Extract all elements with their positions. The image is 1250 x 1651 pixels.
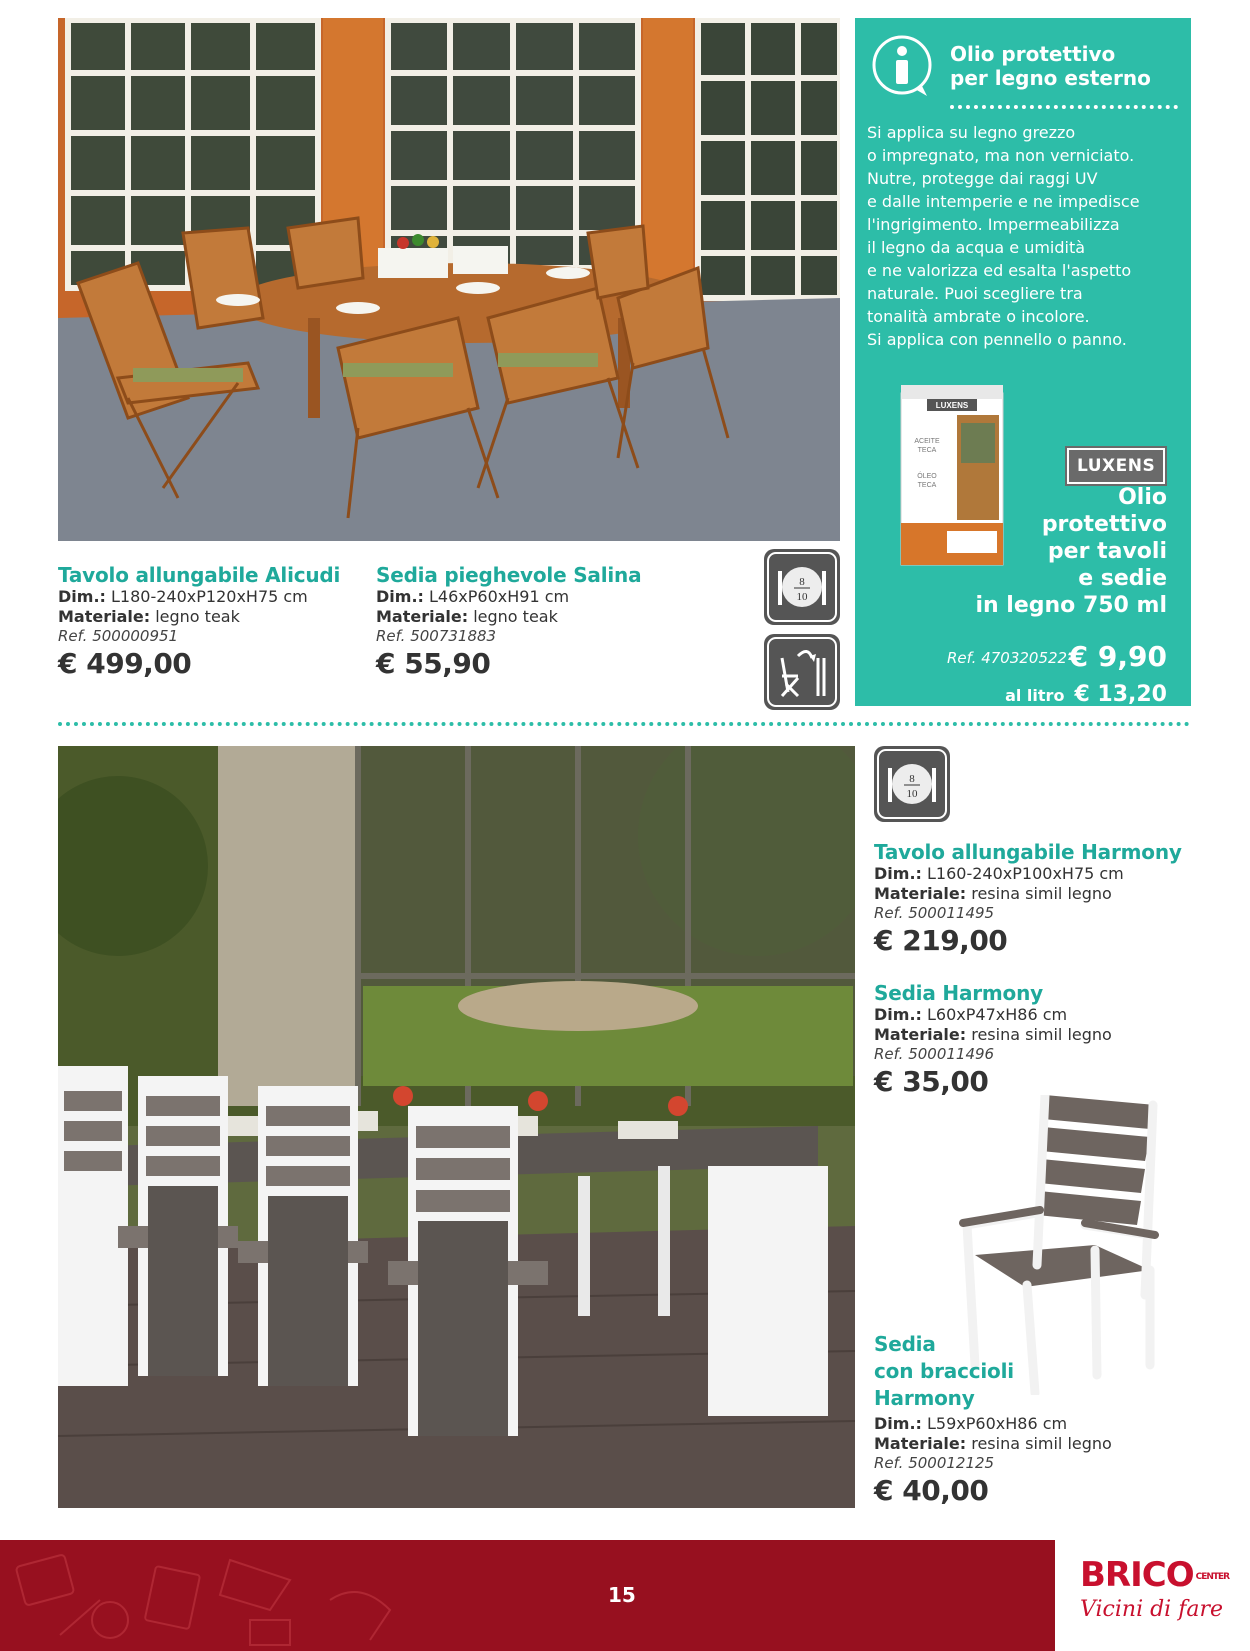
luxens-logo: LUXENS xyxy=(1067,448,1165,484)
info-divider xyxy=(950,105,1178,109)
oil-ref: Ref. 470320522 xyxy=(947,649,1068,667)
product-material: Materiale: legno teak xyxy=(58,607,240,626)
per-liter-label: al litro xyxy=(1005,686,1065,705)
teak-dining-photo xyxy=(58,18,840,541)
product-material: Materiale: resina simil legno xyxy=(874,1434,1112,1453)
product-title: Sedia pieghevole Salina xyxy=(376,563,642,587)
oil-price: € 9,90 xyxy=(1068,640,1167,673)
product-price: € 55,90 xyxy=(376,647,491,680)
place-setting-icon xyxy=(764,549,840,625)
seats-min: 8 xyxy=(909,773,915,785)
can-label-4: TECA xyxy=(917,482,937,489)
product-dimensions: Dim.: L46xP60xH91 cm xyxy=(376,587,570,606)
product-material: Materiale: legno teak xyxy=(376,607,558,626)
product-title: Tavolo allungabile Harmony xyxy=(874,840,1182,864)
product-dimensions: Dim.: L160-240xP100xH75 cm xyxy=(874,864,1124,883)
product-title-line-3: Harmony xyxy=(874,1386,975,1410)
product-price: € 219,00 xyxy=(874,924,1008,957)
per-liter-price: € 13,20 xyxy=(1074,682,1167,707)
folding-chair-icon xyxy=(764,634,840,710)
oil-product-name: Olio protettivo per tavoli e sedie in legno 750 ml xyxy=(975,485,1167,618)
product-price: € 499,00 xyxy=(58,647,192,680)
product-salina xyxy=(376,565,641,678)
product-dimensions: Dim.: L59xP60xH86 cm xyxy=(874,1414,1068,1433)
product-ref: Ref. 500731883 xyxy=(376,627,497,645)
product-price: € 35,00 xyxy=(874,1065,989,1098)
product-harmony-table xyxy=(874,842,1182,955)
product-title: Sedia Harmony xyxy=(874,981,1043,1005)
info-box xyxy=(855,18,1191,706)
product-ref: Ref. 500011496 xyxy=(874,1045,995,1063)
product-title: Tavolo allungabile Alicudi xyxy=(58,563,341,587)
tools-pattern-icon xyxy=(0,1540,460,1651)
product-alicudi xyxy=(58,565,340,678)
info-title: Olio protettivo per legno esterno xyxy=(950,42,1151,90)
brico-center-logo xyxy=(1080,1555,1230,1635)
brand-wordmark: BRICO CENTER xyxy=(1080,1555,1230,1595)
product-ref: Ref. 500011495 xyxy=(874,904,995,922)
brand-tagline: Vicini di fare xyxy=(1080,1597,1223,1622)
product-ref: Ref. 500000951 xyxy=(58,627,179,645)
product-ref: Ref. 500012125 xyxy=(874,1454,995,1472)
info-icon xyxy=(869,34,935,100)
product-title-line-2: con braccioli xyxy=(874,1359,1014,1383)
seats-max: 10 xyxy=(796,591,808,603)
harmony-dining-photo xyxy=(58,746,855,1508)
product-material: Materiale: resina simil legno xyxy=(874,1025,1112,1044)
place-setting-icon-harmony xyxy=(874,746,950,822)
oil-price-per-liter xyxy=(1005,682,1167,707)
product-price: € 40,00 xyxy=(874,1474,989,1507)
section-divider xyxy=(58,722,1190,726)
page-number: 15 xyxy=(608,1583,636,1607)
footer-band xyxy=(0,1540,1055,1651)
can-label-2: TECA xyxy=(917,447,937,454)
can-label-3: ÓLEO xyxy=(917,473,937,480)
info-text: Si applica su legno grezzo o impregnato, ma non verniciato. Nutre, protegge dai raggi UV e dalle intemperie e ne impedisce l'ingrigimento. Impermeabilizza il legno da acqua e umidità e ne valorizza ed esalta l'aspetto naturale. Puoi scegliere tra tonalità ambrate o incolore. Si applica con pennello o panno. xyxy=(867,123,1140,349)
product-title-line-1: Sedia xyxy=(874,1332,936,1356)
product-material: Materiale: resina simil legno xyxy=(874,884,1112,903)
seats-min: 8 xyxy=(799,576,805,588)
product-dimensions: Dim.: L180-240xP120xH75 cm xyxy=(58,587,308,606)
product-harmony-chair xyxy=(874,983,1112,1096)
product-harmony-armchair xyxy=(874,1331,1112,1505)
product-dimensions: Dim.: L60xP47xH86 cm xyxy=(874,1005,1068,1024)
can-brand: LUXENS xyxy=(935,401,969,410)
can-label-1: ACEITE xyxy=(914,438,940,445)
seats-max: 10 xyxy=(906,788,918,800)
